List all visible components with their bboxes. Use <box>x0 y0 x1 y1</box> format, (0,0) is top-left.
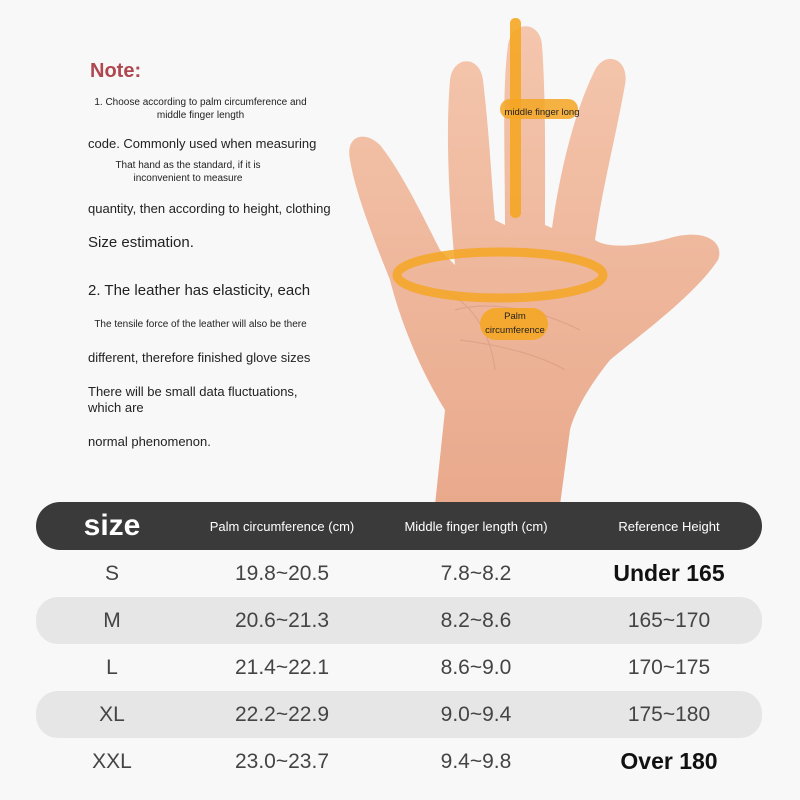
cell-height: Under 165 <box>613 560 725 586</box>
middle-finger-label: middle finger long <box>504 107 580 118</box>
cell-palm: 23.0~23.7 <box>234 749 329 773</box>
palm-label-line1: Palm <box>504 311 526 322</box>
cell-size: L <box>106 655 118 679</box>
table-row <box>36 550 762 597</box>
cell-size: S <box>104 561 119 585</box>
table-row <box>36 738 762 785</box>
note-section <box>88 60 333 451</box>
note-line: Size estimation. <box>88 233 194 251</box>
cell-palm: 21.4~22.1 <box>234 655 329 679</box>
cell-palm: 19.8~20.5 <box>234 561 329 585</box>
size-table <box>36 502 762 785</box>
note-line: different, therefore finished glove sizes <box>88 349 311 365</box>
note-line: 1. Choose according to palm circumference and middle finger length <box>94 97 307 121</box>
table-row <box>36 644 762 691</box>
note-line: normal phenomenon. <box>88 434 211 450</box>
table-header <box>36 502 762 550</box>
header-height: Reference Height <box>618 518 720 534</box>
cell-palm: 20.6~21.3 <box>234 608 329 632</box>
cell-height: 170~175 <box>627 655 711 679</box>
note-line: 2. The leather has elasticity, each <box>88 282 311 300</box>
note-line: quantity, then according to height, clothing <box>88 201 331 217</box>
cell-palm: 22.2~22.9 <box>234 702 329 726</box>
note-line: That hand as the standard, if it is inconvenient to measure <box>115 160 261 184</box>
palm-label-line2: circumference <box>485 325 545 336</box>
cell-size: XXL <box>92 749 132 773</box>
cell-finger: 8.2~8.6 <box>440 608 512 632</box>
cell-height: 165~170 <box>627 608 711 632</box>
cell-finger: 8.6~9.0 <box>440 655 512 679</box>
cell-height: Over 180 <box>620 748 718 774</box>
header-size: size <box>83 509 141 542</box>
header-finger: Middle finger length (cm) <box>404 518 548 534</box>
cell-finger: 9.0~9.4 <box>440 702 512 726</box>
cell-height: 175~180 <box>627 702 711 726</box>
note-line: There will be small data fluctuations, which are <box>88 383 298 415</box>
header-palm: Palm circumference (cm) <box>209 518 355 534</box>
cell-size: XL <box>99 702 125 726</box>
table-row <box>36 597 762 644</box>
note-title: Note: <box>90 60 142 82</box>
cell-finger: 7.8~8.2 <box>440 561 512 585</box>
cell-size: M <box>103 608 121 632</box>
cell-finger: 9.4~9.8 <box>440 749 512 773</box>
table-row <box>36 691 762 738</box>
note-line: code. Commonly used when measuring <box>88 136 317 151</box>
hand-illustration <box>340 10 730 505</box>
note-line: The tensile force of the leather will also be there <box>94 319 307 330</box>
hand-icon <box>340 10 730 505</box>
